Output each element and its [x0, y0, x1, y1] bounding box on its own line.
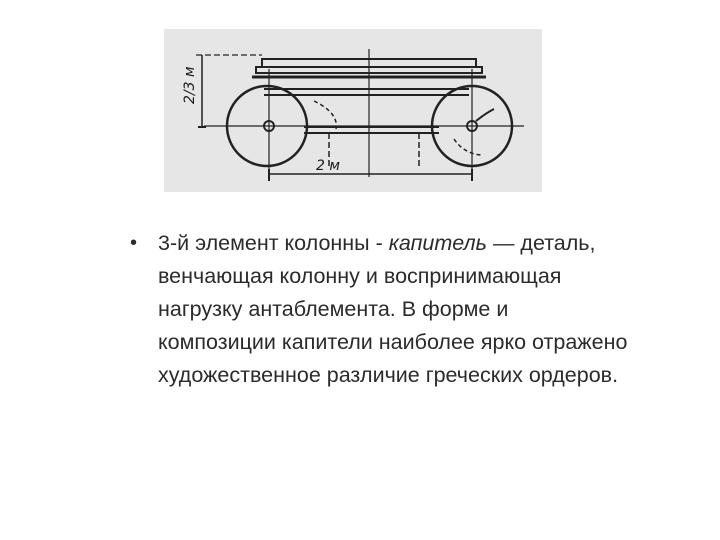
bullet-item	[130, 227, 630, 392]
bullet-paragraph	[158, 227, 630, 392]
bullet-marker: •	[130, 232, 138, 254]
vertical-dimension-label: 2/3 м	[182, 66, 198, 104]
bullet-term: капитель	[388, 231, 487, 255]
bullet-lead: 3-й элемент колонны -	[158, 231, 389, 255]
horizontal-dimension-label: 2 м	[316, 158, 340, 174]
bullet-rest: — деталь, венчающая колонну и воспринимающая нагрузку антаблемента. В форме и композиции капители наиболее ярко отражено художественное различие греческих ордеров.	[158, 231, 628, 387]
capital-drawing	[164, 29, 542, 192]
